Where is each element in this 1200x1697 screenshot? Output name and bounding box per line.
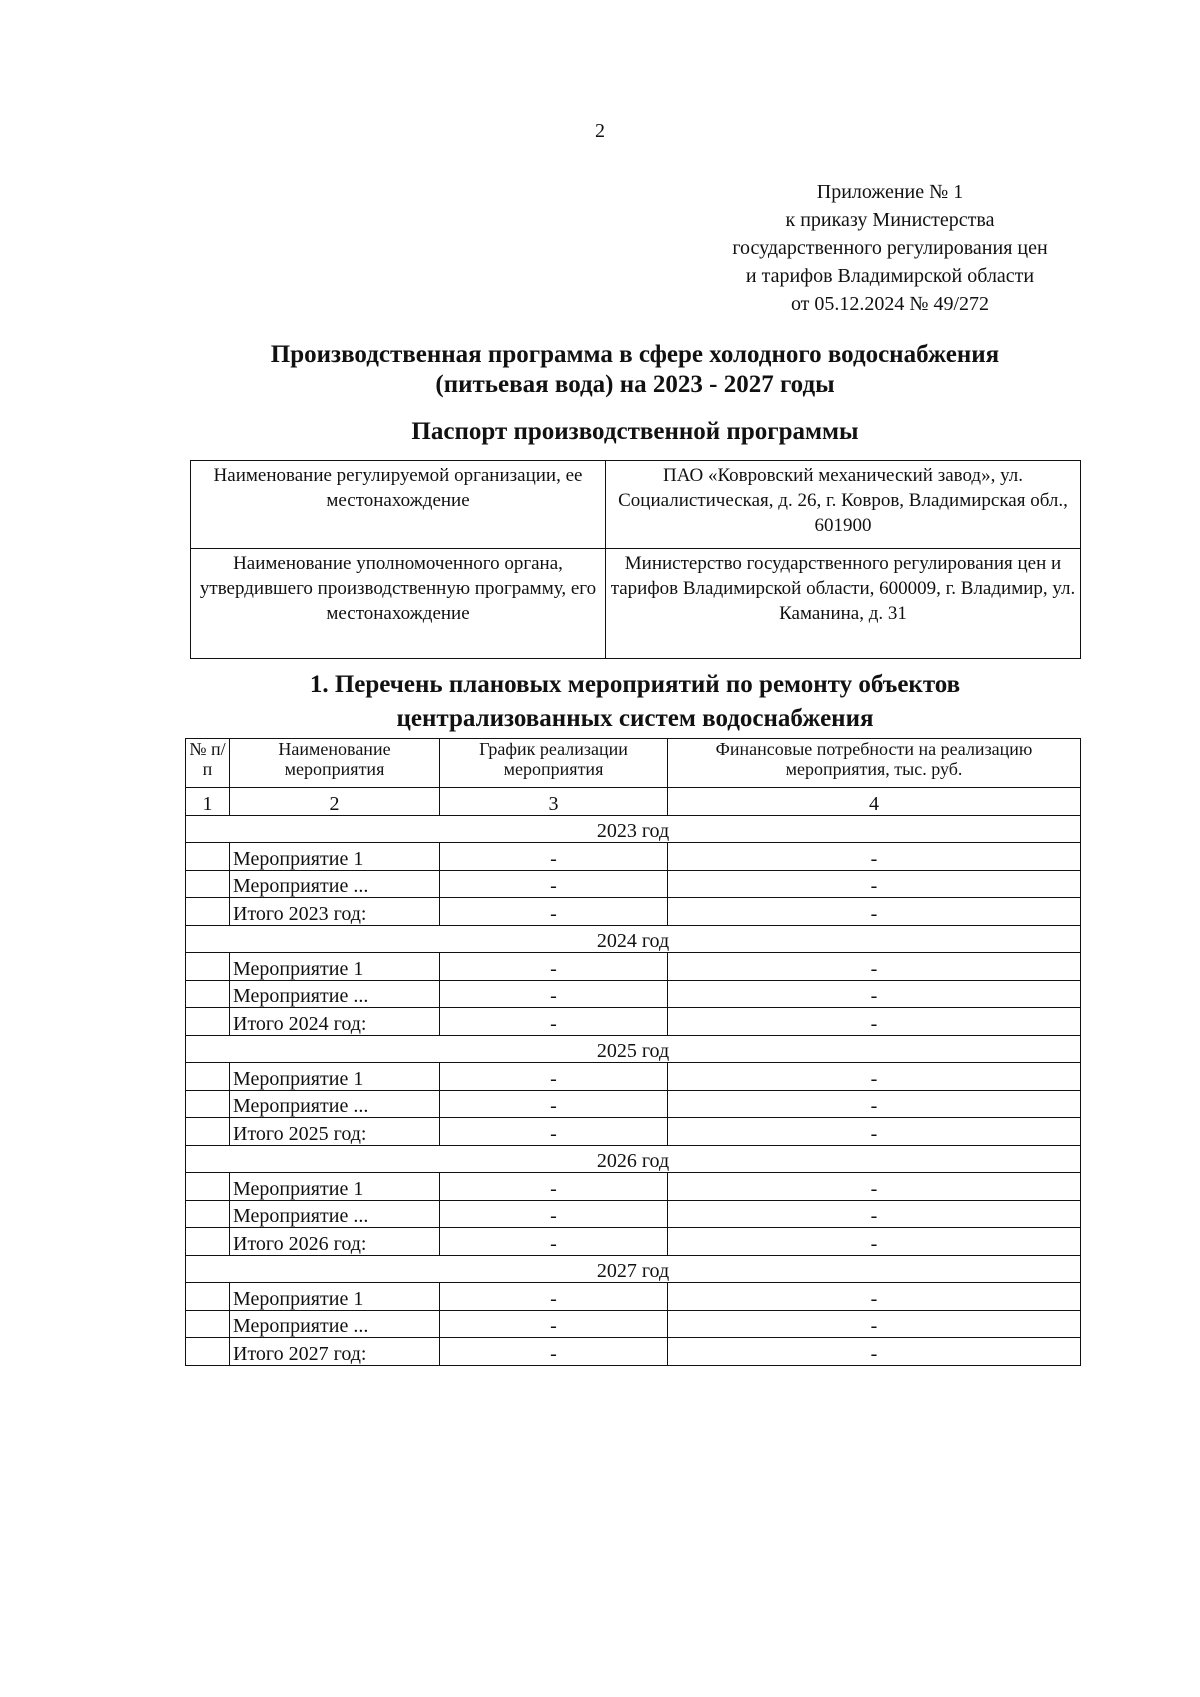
table-row [186, 870, 1081, 898]
year-label: 2027 год [186, 1255, 1081, 1283]
row-name: Мероприятие 1 [230, 1283, 440, 1311]
column-number: 2 [230, 788, 440, 816]
row-finance: - [668, 1283, 1081, 1311]
row-schedule: - [440, 1090, 668, 1118]
document-title-line: (питьевая вода) на 2023 - 2027 годы [435, 371, 835, 398]
plan-table [185, 738, 1081, 1366]
table-row [186, 1283, 1081, 1311]
appendix-line: к приказу Министерства [785, 209, 995, 231]
passport-value: ПАО «Ковровский механический завод», ул. Социалистическая, д. 26, г. Ковров, Владимирская обл., 601900 [606, 461, 1081, 549]
passport-table [190, 460, 1081, 659]
appendix-line: от 05.12.2024 № 49/272 [790, 293, 990, 315]
row-schedule: - [440, 843, 668, 871]
table-row [186, 843, 1081, 871]
year-row [186, 1035, 1081, 1063]
table-row [186, 1310, 1081, 1338]
row-schedule: - [440, 1338, 668, 1366]
row-num [186, 1063, 230, 1091]
row-num [186, 1118, 230, 1146]
row-finance: - [668, 1173, 1081, 1201]
passport-label: Наименование регулируемой организации, ее местонахождение [191, 461, 606, 549]
row-name: Мероприятие 1 [230, 1173, 440, 1201]
row-num [186, 1310, 230, 1338]
header-schedule: График реализации мероприятия [440, 739, 668, 788]
row-schedule: - [440, 1310, 668, 1338]
row-schedule: - [440, 1173, 668, 1201]
column-number: 4 [668, 788, 1081, 816]
header-finance: Финансовые потребности на реализацию мероприятия, тыс. руб. [668, 739, 1081, 788]
table-row [186, 1063, 1081, 1091]
row-num [186, 1200, 230, 1228]
row-schedule: - [440, 870, 668, 898]
row-name: Итого 2023 год: [230, 898, 440, 926]
appendix-line: государственного регулирования цен [732, 237, 1048, 259]
row-num [186, 1090, 230, 1118]
row-finance: - [668, 1090, 1081, 1118]
document-title [190, 340, 1080, 400]
row-num [186, 870, 230, 898]
row-finance: - [668, 843, 1081, 871]
table-row [186, 1338, 1081, 1366]
row-num [186, 898, 230, 926]
section-title-line: 1. Перечень плановых мероприятий по ремонту объектов [309, 671, 961, 698]
table-row [186, 1173, 1081, 1201]
appendix-line: Приложение № 1 [816, 181, 964, 203]
row-num [186, 1338, 230, 1366]
header-num: № п/п [186, 739, 230, 788]
row-num [186, 1008, 230, 1036]
year-row [186, 1255, 1081, 1283]
row-finance: - [668, 1008, 1081, 1036]
row-schedule: - [440, 1228, 668, 1256]
row-finance: - [668, 1310, 1081, 1338]
row-finance: - [668, 1200, 1081, 1228]
year-label: 2025 год [186, 1035, 1081, 1063]
row-finance: - [668, 1063, 1081, 1091]
column-number: 1 [186, 788, 230, 816]
table-row [186, 953, 1081, 981]
row-finance: - [668, 980, 1081, 1008]
row-name: Мероприятие ... [230, 1310, 440, 1338]
row-schedule: - [440, 1118, 668, 1146]
row-finance: - [668, 953, 1081, 981]
row-name: Мероприятие 1 [230, 1063, 440, 1091]
table-row [186, 1090, 1081, 1118]
row-finance: - [668, 1228, 1081, 1256]
row-num [186, 843, 230, 871]
year-row [186, 815, 1081, 843]
table-row [186, 1008, 1081, 1036]
row-finance: - [668, 1118, 1081, 1146]
year-row [186, 925, 1081, 953]
table-row [186, 898, 1081, 926]
year-label: 2024 год [186, 925, 1081, 953]
passport-label: Наименование уполномоченного органа, утвердившего производственную программу, его местонахождение [191, 549, 606, 659]
table-row [186, 1228, 1081, 1256]
row-num [186, 1228, 230, 1256]
plan-column-numbers-row [186, 788, 1081, 816]
row-schedule: - [440, 980, 668, 1008]
appendix-block [690, 178, 1090, 318]
row-schedule: - [440, 1200, 668, 1228]
passport-row [191, 461, 1081, 549]
section-title-line: централизованных систем водоснабжения [396, 705, 874, 732]
row-schedule: - [440, 1283, 668, 1311]
table-row [186, 1200, 1081, 1228]
row-name: Итого 2027 год: [230, 1338, 440, 1366]
row-schedule: - [440, 953, 668, 981]
table-row [186, 1118, 1081, 1146]
row-num [186, 953, 230, 981]
row-num [186, 1283, 230, 1311]
row-name: Мероприятие ... [230, 870, 440, 898]
passport-title: Паспорт производственной программы [411, 418, 859, 445]
row-num [186, 1173, 230, 1201]
appendix-line: и тарифов Владимирской области [745, 265, 1035, 287]
row-finance: - [668, 898, 1081, 926]
column-number: 3 [440, 788, 668, 816]
row-schedule: - [440, 1063, 668, 1091]
row-finance: - [668, 1338, 1081, 1366]
passport-value: Министерство государственного регулирования цен и тарифов Владимирской области, 600009, г. Владимир, ул. Каманина, д. 31 [606, 549, 1081, 659]
row-num [186, 980, 230, 1008]
document-title-line: Производственная программа в сфере холодного водоснабжения [270, 341, 1000, 368]
page-number: 2 [595, 120, 605, 142]
year-label: 2026 год [186, 1145, 1081, 1173]
row-finance: - [668, 870, 1081, 898]
row-schedule: - [440, 1008, 668, 1036]
row-name: Итого 2026 год: [230, 1228, 440, 1256]
row-name: Итого 2025 год: [230, 1118, 440, 1146]
header-name: Наименование мероприятия [230, 739, 440, 788]
row-name: Мероприятие ... [230, 1090, 440, 1118]
passport-row [191, 549, 1081, 659]
row-name: Итого 2024 год: [230, 1008, 440, 1036]
row-name: Мероприятие ... [230, 980, 440, 1008]
row-name: Мероприятие 1 [230, 843, 440, 871]
year-row [186, 1145, 1081, 1173]
row-name: Мероприятие ... [230, 1200, 440, 1228]
plan-header-row [186, 739, 1081, 788]
row-name: Мероприятие 1 [230, 953, 440, 981]
section-title [190, 668, 1080, 736]
row-schedule: - [440, 898, 668, 926]
year-label: 2023 год [186, 815, 1081, 843]
table-row [186, 980, 1081, 1008]
